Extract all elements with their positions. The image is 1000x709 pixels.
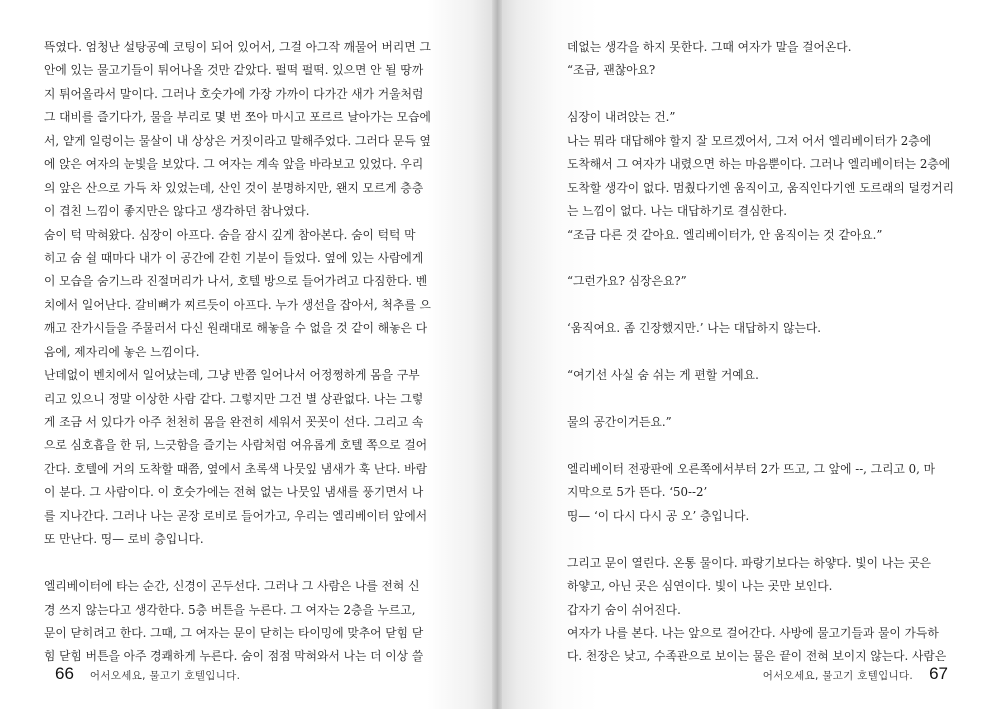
text-line: 물의 공간이거든요.” xyxy=(567,415,672,429)
blank-line xyxy=(567,341,987,364)
blank-line xyxy=(567,294,987,317)
text-line: 를 지나간다. 그러나 나는 곧장 로비로 들어가고, 우리는 엘리베이터 앞에서 xyxy=(44,508,428,523)
text-line: “조금, 괜찮아요? xyxy=(567,63,656,78)
text-line: 또 만난다. 띵— 로비 층입니다. xyxy=(44,532,204,547)
text-line: 다. 천장은 낮고, 수족관으로 보이는 물은 끝이 전혀 보이지 않는다. 사람은 xyxy=(567,649,947,664)
blank-line xyxy=(567,528,987,551)
text-line: 으로 심호흡을 한 뒤, 느긋함을 즐기는 사람처럼 여유롭게 호텔 쪽으로 걸어 xyxy=(44,438,428,453)
book-gutter-shadow xyxy=(492,0,502,709)
text-line: 리고 있으니 정말 이상한 사람 같다. 그렇지만 그건 별 상관없다. 나는 그렇 xyxy=(44,391,424,406)
text-line: “조금 다른 것 같아요. 엘리베이터가, 안 움직이는 것 같아요.” xyxy=(567,227,883,242)
text-line: 하얗고, 아닌 곳은 심연이다. 빛이 나는 곳만 보인다. xyxy=(567,579,833,594)
text-line: 나는 뭐라 대답해야 할지 잘 모르겠어서, 그저 어서 엘리베이터가 2층에 xyxy=(567,133,932,148)
right-page-number: 67 xyxy=(929,664,948,683)
text-line: 이 겹친 느낌이 좋지만은 않다고 생각하던 참나였다. xyxy=(44,204,310,219)
text-line: 깨고 잔가시들을 주물러서 다신 원래대로 해놓을 수 없을 것 같이 해놓은 다 xyxy=(44,321,428,336)
text-line: 게 조금 서 있다가 아주 천천히 몸을 완전히 세워서 꼿꼿이 선다. 그리고 속 xyxy=(44,415,424,429)
text-line: 여자가 나를 본다. 나는 앞으로 걸어간다. 사방에 물고기들과 물이 가득하 xyxy=(567,625,939,640)
text-line: 지 튀어올라서 말이다. 그러나 호숫가에 가장 가까이 다가간 새가 거울처럼 xyxy=(44,86,424,101)
blank-line xyxy=(567,388,987,411)
text-line: 문이 닫히려고 한다. 그때, 그 여자는 문이 닫히는 타이밍에 맞추어 닫힘 닫 xyxy=(44,625,424,640)
text-line: 음에, 제자리에 놓은 느낌이다. xyxy=(44,344,200,359)
text-line: 그 대비를 즐기다가, 물을 부리로 몇 번 쪼아 마시고 포르르 날아가는 모습에 xyxy=(44,110,431,125)
text-line: 엘리베이터에 타는 순간, 신경이 곤두선다. 그러나 그 사람은 나를 전혀 신 xyxy=(44,579,420,594)
text-line: 치에서 일어난다. 갈비뼈가 찌르듯이 아프다. 누가 생선을 잡아서, 척추를 으 xyxy=(44,297,431,312)
left-page xyxy=(0,0,497,709)
blank-line xyxy=(567,247,987,270)
text-line: 띵— ‘이 다시 다시 공 오’ 층입니다. xyxy=(567,508,750,523)
right-page-body-text xyxy=(567,36,987,669)
text-line: 에 앉은 여자의 눈빛을 보았다. 그 여자는 계속 앞을 바라보고 있었다. 우리 xyxy=(44,157,424,172)
left-page-body-text xyxy=(44,36,462,669)
blank-line xyxy=(567,83,987,106)
text-line: 이 분다. 그 사람이다. 이 호숫가에는 전혀 없는 나뭇잎 냄새를 풍기면서 나 xyxy=(44,485,424,500)
text-line: 심장이 내려앉는 건.” xyxy=(567,110,676,125)
text-line: “여기선 사실 숨 쉬는 게 편할 거예요. xyxy=(567,368,759,383)
text-line: 힘 닫힘 버튼을 아주 경쾌하게 누른다. 숨이 점점 막혀와서 나는 더 이상 쓸 xyxy=(44,649,424,664)
text-line: 갑자기 숨이 쉬어진다. xyxy=(567,602,681,617)
text-line: 의 앞은 산으로 가득 차 있었는데, 산인 것이 분명하지만, 왠지 모르게 층층 xyxy=(44,180,424,195)
text-line: 난데없이 벤치에서 일어났는데, 그냥 반쯤 일어나서 어정쩡하게 몸을 구부 xyxy=(44,368,420,383)
left-page-number: 66 xyxy=(55,664,74,683)
text-line: 지막으로 5가 뜬다. ‘50--2’ xyxy=(567,485,708,500)
text-line: 경 쓰지 않는다고 생각한다. 5층 버튼을 누른다. 그 여자는 2층을 누르고, xyxy=(44,602,416,617)
text-line: 이 모습을 숨기느라 진절머리가 나서, 호텔 방으로 들어가려고 다짐한다. 벤 xyxy=(44,274,428,289)
blank-line xyxy=(44,552,462,575)
left-page-footer xyxy=(55,664,240,690)
text-line: 히고 숨 쉴 때마다 내가 이 공간에 갇힌 기분이 들었다. 옆에 있는 사람에게 xyxy=(44,250,424,265)
text-line: 도착해서 그 여자가 내렸으면 하는 마음뿐이다. 그러나 엘리베이터는 2층에 xyxy=(567,157,951,172)
left-running-title: 어서오세요, 물고기 호텔입니다. xyxy=(89,670,241,682)
text-line: 도착할 생각이 없다. 멈췄다기엔 움직이고, 움직인다기엔 도르래의 덜컹거리 xyxy=(567,180,955,195)
text-line: 서, 얕게 일렁이는 물살이 내 상상은 거짓이라고 말해주었다. 그러다 문득 옆 xyxy=(44,133,431,148)
text-line: 는 느낌이 없다. 나는 대답하기로 결심한다. xyxy=(567,204,787,219)
text-line: ‘움직여요. 좀 긴장했지만.’ 나는 대답하지 않는다. xyxy=(567,321,822,336)
text-line: “그런가요? 심장은요?” xyxy=(567,274,687,289)
right-running-title: 어서오세요, 물고기 호텔입니다. xyxy=(762,670,914,682)
blank-line xyxy=(567,434,987,457)
right-page-footer xyxy=(763,664,948,690)
text-line: 뜩였다. 엄청난 설탕공예 코팅이 되어 있어서, 그걸 아그작 깨물어 버리면 그 xyxy=(44,40,431,54)
text-line: 안에 있는 물고기들이 튀어나올 것만 같았다. 펄떡 펄떡. 있으면 안 될 땅까 xyxy=(44,63,424,78)
text-line: 간다. 호텔에 거의 도착할 때쯤, 옆에서 초록색 나뭇잎 냄새가 훅 난다. 바람 xyxy=(44,461,427,476)
text-line: 숨이 턱 막혀왔다. 심장이 아프다. 숨을 잠시 깊게 참아본다. 숨이 턱턱 막 xyxy=(44,227,416,242)
text-line: 데없는 생각을 하지 못한다. 그때 여자가 말을 걸어온다. xyxy=(567,40,852,54)
right-page xyxy=(497,0,1000,709)
text-line: 엘리베이터 전광판에 오른쪽에서부터 2가 뜨고, 그 앞에 --, 그리고 0, 마 xyxy=(567,461,936,476)
text-line: 그리고 문이 열린다. 온통 물이다. 파랑기보다는 하얗다. 빛이 나는 곳은 xyxy=(567,555,932,570)
